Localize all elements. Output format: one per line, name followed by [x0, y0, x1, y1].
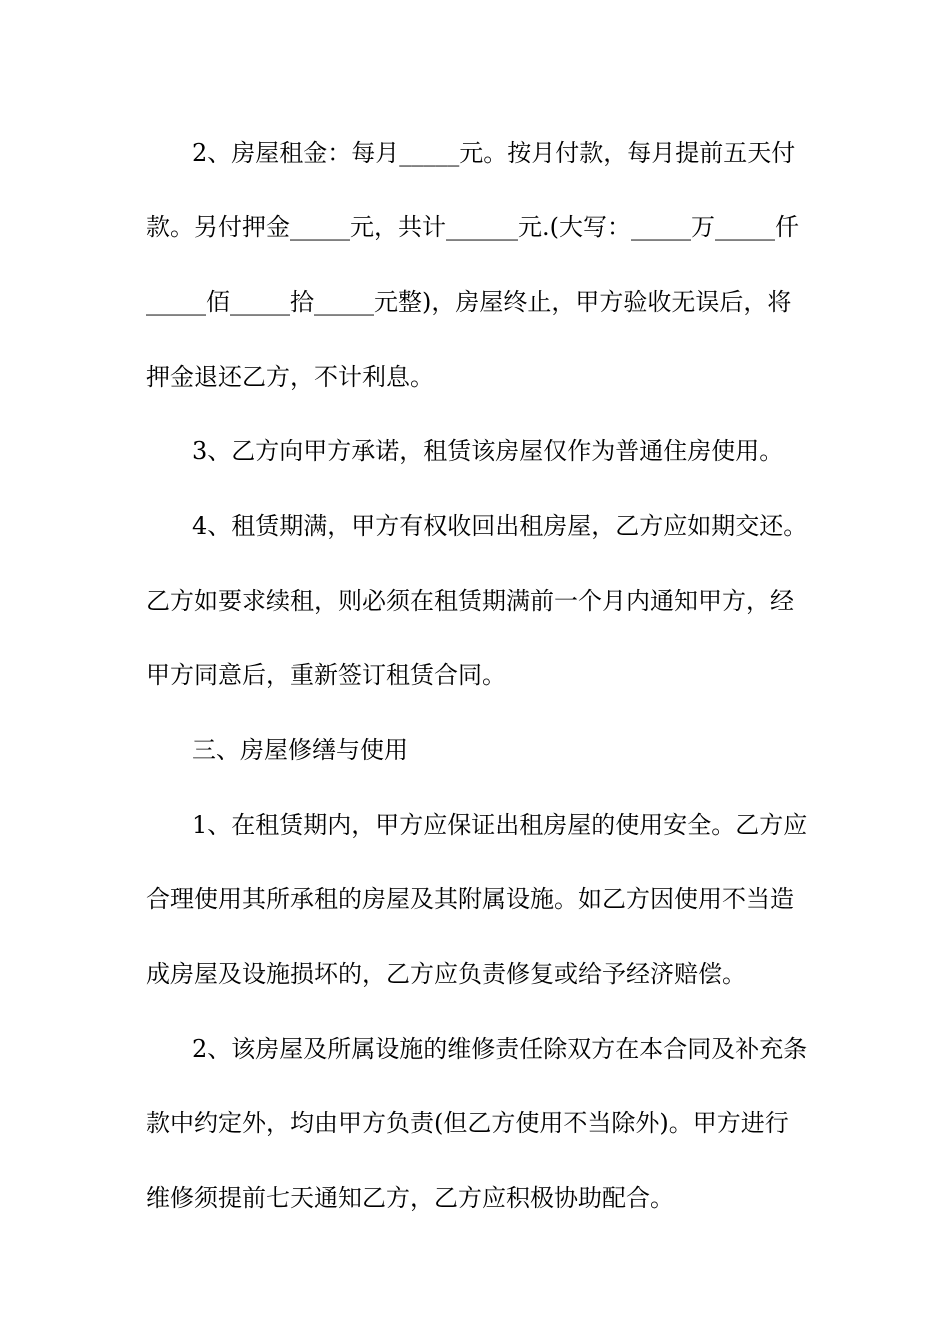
section-heading-repair: 三、房屋修缮与使用 — [192, 736, 408, 764]
paragraph-safety-line-2: 合理使用其所承租的房屋及其附属设施。如乙方因使用不当造 — [146, 885, 794, 913]
paragraph-usage-line-1: 3、乙方向甲方承诺，租赁该房屋仅作为普通住房使用。 — [192, 437, 784, 465]
paragraph-term-line-3: 甲方同意后，重新签订租赁合同。 — [146, 661, 506, 689]
paragraph-rent-line-3: _____佰_____拾_____元整)，房屋终止，甲方验收无误后，将 — [146, 288, 792, 316]
paragraph-maintenance-line-3: 维修须提前七天通知乙方，乙方应积极协助配合。 — [146, 1184, 674, 1212]
paragraph-safety-line-3: 成房屋及设施损坏的，乙方应负责修复或给予经济赔偿。 — [146, 960, 746, 988]
paragraph-safety-line-1: 1、在租赁期内，甲方应保证出租房屋的使用安全。乙方应 — [192, 811, 808, 839]
paragraph-rent-line-2: 款。另付押金_____元，共计______元.(大写：_____万_____仟 — [146, 213, 799, 241]
paragraph-term-line-2: 乙方如要求续租，则必须在租赁期满前一个月内通知甲方，经 — [146, 587, 794, 615]
paragraph-term-line-1: 4、租赁期满，甲方有权收回出租房屋，乙方应如期交还。 — [192, 512, 808, 540]
paragraph-rent-line-4: 押金退还乙方，不计利息。 — [146, 363, 434, 391]
paragraph-maintenance-line-1: 2、该房屋及所属设施的维修责任除双方在本合同及补充条 — [192, 1035, 808, 1063]
paragraph-maintenance-line-2: 款中约定外，均由甲方负责(但乙方使用不当除外)。甲方进行 — [146, 1109, 789, 1137]
paragraph-rent-line-1: 2、房屋租金：每月_____元。按月付款，每月提前五天付 — [192, 139, 796, 167]
